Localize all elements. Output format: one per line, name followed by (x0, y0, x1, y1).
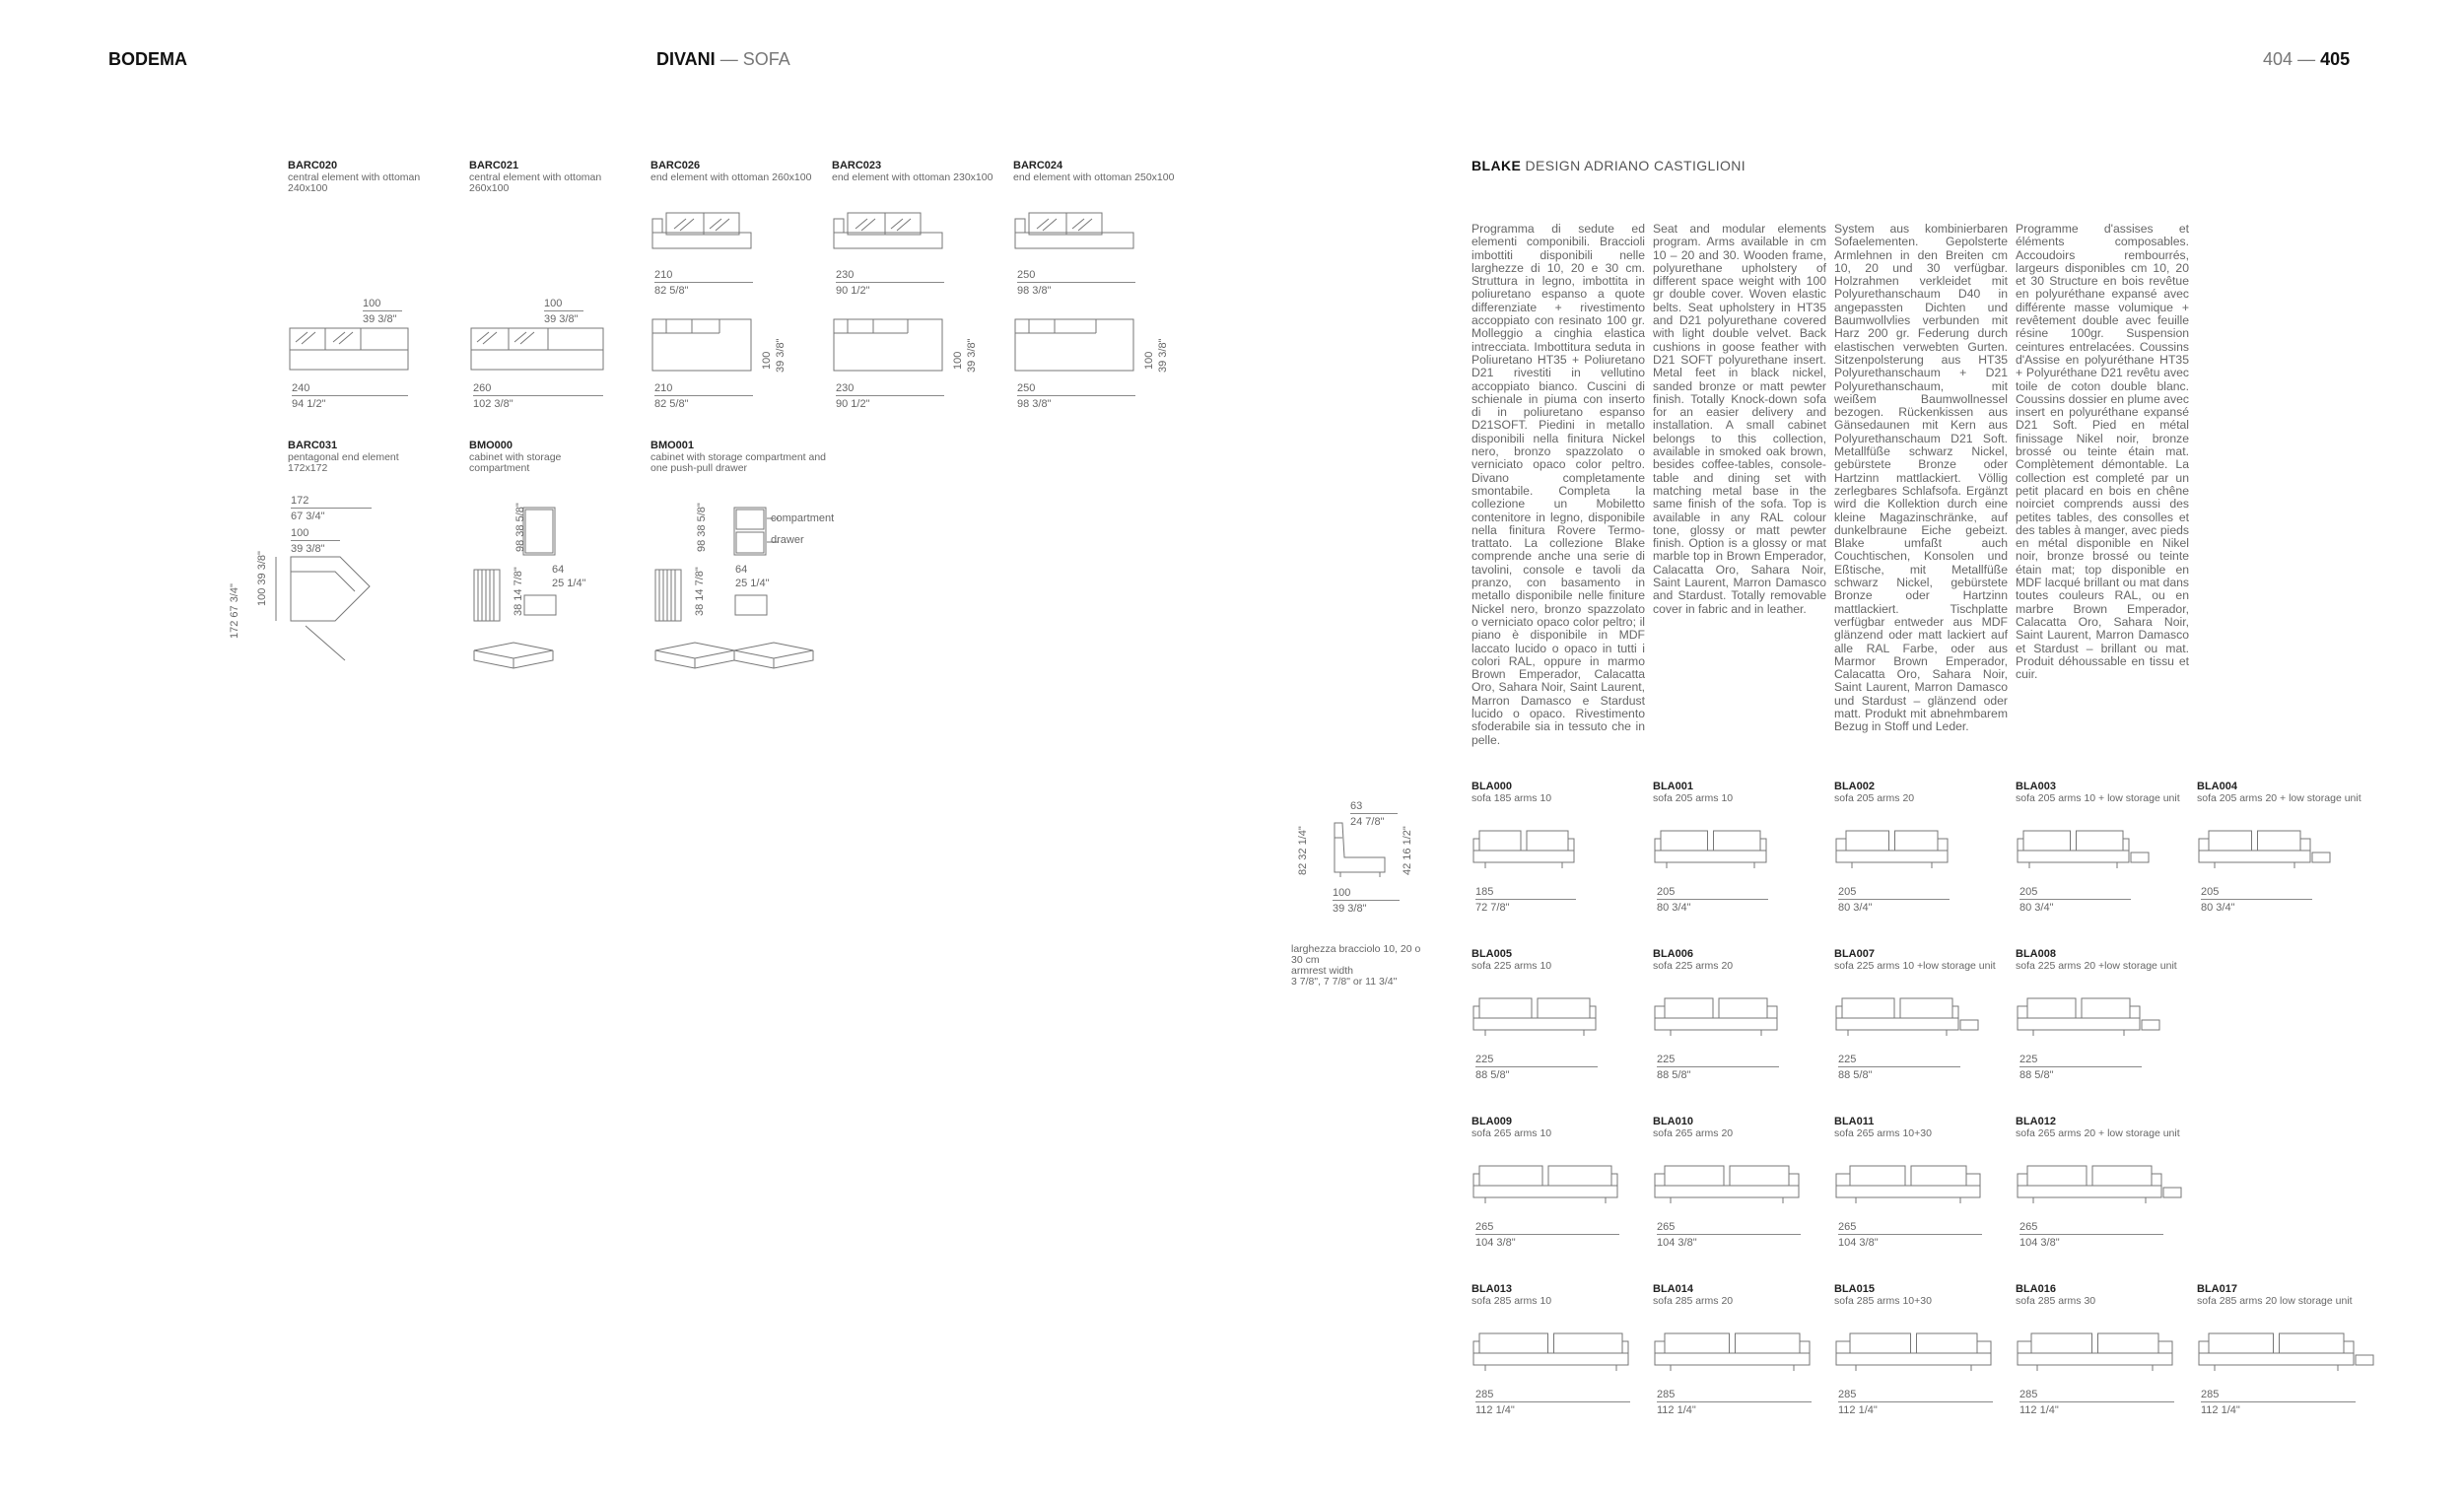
collection-designer: DESIGN ADRIANO CASTIGLIONI (1525, 158, 1746, 173)
sofa-label (1834, 1283, 2002, 1307)
page-separator: — (2297, 49, 2321, 69)
pent-dim-a-in: 67 3/4" (291, 511, 325, 522)
sofa-label (2016, 1116, 2183, 1139)
sofa-front-view-drawing (1472, 1328, 1656, 1377)
sofa-width-dim-in: 88 5/8" (1838, 1069, 1873, 1081)
dim-line (1350, 813, 1398, 814)
depth-dim-vertical-in: 39 3/8" (966, 338, 978, 373)
product-code: BMO001 (650, 440, 695, 451)
dim-line (836, 395, 944, 396)
sofa-width-dim: 285 (1838, 1389, 1857, 1400)
sofa-description: sofa 285 arms 20 low storage unit (2197, 1295, 2353, 1307)
sofa-code: BLA009 (1472, 1116, 1512, 1127)
sofa-width-dim-in: 112 1/4" (2201, 1404, 2240, 1416)
depth-dim-vertical: 100 (1143, 351, 1155, 370)
depth-dim-vertical-in: 39 3/8" (1157, 338, 1169, 373)
sofa-front-view-drawing (1653, 1160, 1826, 1209)
sofa-width-dim: 225 (1838, 1054, 1857, 1065)
sofa-description: sofa 285 arms 30 (2016, 1295, 2096, 1307)
pentagonal-element-drawing (246, 552, 394, 670)
page-number-left: 404 (2263, 49, 2293, 69)
sofa-width-dim-in: 88 5/8" (1475, 1069, 1510, 1081)
sofa-label (2016, 948, 2183, 972)
sofa-front-view-drawing (1472, 825, 1602, 874)
width-dim: 210 (654, 382, 673, 394)
bmo001-w-in: 25 1/4" (735, 578, 770, 589)
sofa-label (2016, 1283, 2183, 1307)
side-back-dim-in: 24 7/8" (1350, 816, 1385, 828)
dim-line (1838, 899, 1950, 900)
sofa-width-dim: 265 (1657, 1221, 1676, 1233)
sofa-code: BLA014 (1653, 1283, 1693, 1295)
dim-line (1475, 1401, 1630, 1402)
bmo000-w: 64 (552, 564, 565, 576)
bmo000-h: 98 38 5/8" (514, 503, 526, 552)
product-description: central element with ottoman 240x100 (288, 171, 421, 194)
width-dim-in: 98 3/8" (1017, 398, 1052, 410)
armrest-note (1291, 944, 1449, 988)
dim-line (1838, 1234, 1982, 1235)
depth-dim-vertical-in: 39 3/8" (775, 338, 787, 373)
armrest-note-line: larghezza bracciolo 10, 20 o (1291, 943, 1421, 955)
width-dim: 250 (1017, 269, 1036, 281)
product-description: end element with ottoman 260x100 (650, 171, 812, 183)
width-dim-in: 90 1/2" (836, 285, 870, 297)
bmo001-h: 98 38 5/8" (696, 503, 708, 552)
dim-line (1017, 282, 1135, 283)
product-code: BARC031 (288, 440, 338, 451)
product-description: cabinet with storage compartment (469, 451, 562, 474)
dim-line (1657, 1234, 1801, 1235)
width-dim: 240 (292, 382, 310, 394)
dim-line (1475, 1066, 1598, 1067)
cabinet-bmo000-drawing (469, 503, 607, 670)
sofa-label (2197, 1283, 2364, 1307)
depth-dim-vertical: 100 (952, 351, 964, 370)
dim-line (292, 395, 408, 396)
product-code: BARC023 (832, 160, 882, 171)
text-english: Seat and modular elements program. Arms available in cm 10 – 20 and 30. Wooden frame, polyurethane upholstery of different space weight with 100 gr double cover. Woven elastic belts. Seat upholstery in HT35 and D21 polyurethane covered with light double velvet. Back cushions in goose feather with D21 SOFT polyurethane insert. Metal feet in black nickel, sanded bronze or matt pewter finish. Totally Knock-down sofa for an easier delivery and installation. A small cabinet belongs to this collection, available in smoked oak brown, besides coffee-tables, console-table and dining set with matching metal base in the same finish of the sofa. Top is available in any RAL colour tone, glossy or matt pewter finish. Option is a glossy or mat marble top in Brown Emperador, Calacatta Oro, Sahara Noir, Saint Laurent, Marron Damasco and Stardust. Totally removable cover in fabric and in leather. (1653, 222, 1826, 616)
sofa-front-view-drawing (2016, 992, 2167, 1042)
depth-dim-vertical: 100 (761, 351, 773, 370)
sofa-label (1834, 948, 2002, 972)
dim-line (1838, 1066, 1960, 1067)
sofa-width-dim-in: 112 1/4" (1475, 1404, 1515, 1416)
sofa-description: sofa 225 arms 20 (1653, 960, 1734, 972)
collection-title (1472, 158, 1745, 173)
dim-line (2201, 1401, 2356, 1402)
sofa-description: sofa 205 arms 10 (1653, 792, 1734, 804)
dim-line (2019, 899, 2131, 900)
sofa-front-view-drawing (1472, 992, 1623, 1042)
armrest-note-line: 3 7/8", 7 7/8" or 11 3/4" (1291, 976, 1398, 988)
barc-label (469, 160, 637, 194)
dim-line (291, 508, 372, 509)
sofa-description: sofa 265 arms 10 (1472, 1127, 1552, 1139)
dim-line (1838, 1401, 1993, 1402)
sofa-description: sofa 285 arms 10+30 (1834, 1295, 1932, 1307)
width-dim: 210 (654, 269, 673, 281)
sofa-label (1653, 781, 1820, 804)
sofa-width-dim-in: 104 3/8" (2019, 1237, 2060, 1249)
bmo001-h2: 38 14 7/8" (694, 567, 706, 616)
sofa-width-dim-in: 88 5/8" (2019, 1069, 2054, 1081)
dim-line (2019, 1066, 2142, 1067)
product-description: pentagonal end element 172x172 (288, 451, 399, 474)
sofa-width-dim: 205 (1838, 886, 1857, 898)
sofa-front-view-drawing (2016, 825, 2156, 874)
text-italian: Programma di sedute ed elementi componibili. Braccioli imbottiti disponibili nelle larghezze di 10, 20 e 30 cm. Struttura in legno, imbottita in poliuretano espanso a quote differenziate + rivestimento accoppiato con resinato 100 gr. Molleggio a cinghia elastica intrecciata. Imbottitura seduta in Poliuretano HT35 + Poliuretano D21 rivestiti in vellutino accoppiato bianco. Cuscini di schienale in piuma con inserto di in poliuretano espanso D21SOFT. Piedini in metallo disponibili nella finitura Nickel nero, bronzo spazzolato o verniciato opaco color peltro. Divano completamente smontabile. Completa la collezione un Mobiletto contenitore in legno, disponibile nella finitura Rovere Termo-trattato. La collezione Blake comprende anche una serie di tavolini, console e tavoli da pranzo, con basamento in metallo disponibile nelle finiture Nickel nero, bronzo spazzolato o verniciato opaco color peltro; il piano è disponibile in MDF laccato lucido o opaco in tutti i colori RAL, oppure in marmo Brown Emperador, Calacatta Oro, Sahara Noir, Saint Laurent, Marron Damasco e Stardust lucido o opaco. Rivestimento sfoderabile sia in tessuto che in pelle. (1472, 222, 1645, 747)
sofa-width-dim-in: 112 1/4" (1657, 1404, 1696, 1416)
sofa-label (1834, 781, 2002, 804)
pent-dim-v: 172 67 3/4" (229, 583, 240, 639)
sofa-label (2197, 781, 2364, 804)
sofa-label (1472, 1116, 1639, 1139)
sofa-code: BLA017 (2197, 1283, 2237, 1295)
sofa-label (2016, 781, 2183, 804)
sofa-width-dim: 265 (1838, 1221, 1857, 1233)
dim-line (1657, 1401, 1812, 1402)
width-dim: 260 (473, 382, 492, 394)
dim-line (1475, 899, 1576, 900)
sofa-front-view-drawing (1653, 992, 1805, 1042)
armrest-note-line: 30 cm (1291, 954, 1320, 966)
depth-dim: 100 (363, 298, 381, 309)
barc-label (650, 160, 818, 183)
product-code: BARC024 (1013, 160, 1063, 171)
sofa-width-dim-in: 88 5/8" (1657, 1069, 1691, 1081)
sofa-description: sofa 205 arms 10 + low storage unit (2016, 792, 2180, 804)
product-description: end element with ottoman 230x100 (832, 171, 993, 183)
barc-label (1013, 160, 1181, 183)
product-description: cabinet with storage compartment and one push-pull drawer (650, 451, 827, 474)
sofa-description: sofa 285 arms 20 (1653, 1295, 1734, 1307)
sofa-width-dim: 185 (1475, 886, 1494, 898)
dim-line (654, 395, 753, 396)
sofa-code: BLA001 (1653, 781, 1693, 792)
sofa-width-dim-in: 112 1/4" (1838, 1404, 1878, 1416)
sofa-code: BLA013 (1472, 1283, 1512, 1295)
sofa-width-dim-in: 80 3/4" (2019, 902, 2054, 914)
dim-line (544, 310, 583, 311)
sofa-width-dim: 205 (2201, 886, 2220, 898)
sofa-front-view-drawing (1472, 1160, 1645, 1209)
sofa-code: BLA012 (2016, 1116, 2056, 1127)
product-code: BARC026 (650, 160, 701, 171)
sofa-front-view-drawing (1834, 1160, 2008, 1209)
sofa-label (1472, 781, 1639, 804)
sofa-width-dim: 225 (1657, 1054, 1676, 1065)
product-code: BARC020 (288, 160, 338, 171)
element-top-view-drawing (288, 320, 426, 379)
depth-dim-in: 39 3/8" (544, 313, 579, 325)
section-separator: — (719, 49, 743, 69)
element-top-view-drawing (469, 320, 607, 379)
sofa-description: sofa 285 arms 10 (1472, 1295, 1552, 1307)
sofa-front-view-drawing (2016, 1328, 2200, 1377)
compartment-label: compartment (771, 512, 835, 524)
pent-dim-a: 172 (291, 495, 309, 507)
product-description: end element with ottoman 250x100 (1013, 171, 1175, 183)
sofa-description: sofa 225 arms 10 +low storage unit (1834, 960, 1996, 972)
bmo000-w-in: 25 1/4" (552, 578, 586, 589)
width-dim: 250 (1017, 382, 1036, 394)
element-front-view-drawing (832, 209, 950, 258)
sofa-description: sofa 185 arms 10 (1472, 792, 1552, 804)
section-title-en: SOFA (742, 49, 790, 69)
sofa-code: BLA004 (2197, 781, 2237, 792)
element-front-view-drawing (650, 209, 759, 258)
pent-dim-b: 100 (291, 527, 309, 539)
sofa-front-view-drawing (1834, 1328, 2019, 1377)
sofa-code: BLA005 (1472, 948, 1512, 960)
sofa-width-dim: 265 (2019, 1221, 2038, 1233)
barc031-label (288, 440, 426, 474)
sofa-front-view-drawing (1653, 1328, 1837, 1377)
dim-line (1657, 1066, 1779, 1067)
page-numbers (2263, 49, 2350, 70)
dim-line (654, 282, 753, 283)
sofa-width-dim-in: 104 3/8" (1657, 1237, 1697, 1249)
sofa-code: BLA006 (1653, 948, 1693, 960)
drawer-label: drawer (771, 534, 804, 546)
width-dim-in: 102 3/8" (473, 398, 513, 410)
sofa-width-dim: 225 (1475, 1054, 1494, 1065)
sofa-code: BLA007 (1834, 948, 1875, 960)
dim-line (2019, 1234, 2163, 1235)
armrest-note-line: armrest width (1291, 965, 1354, 977)
sofa-width-dim: 225 (2019, 1054, 2038, 1065)
sofa-width-dim: 285 (2201, 1389, 2220, 1400)
side-depth-dim-in: 39 3/8" (1333, 903, 1367, 915)
section-title-it: DIVANI (656, 49, 716, 69)
bmo000-label (469, 440, 607, 474)
sofa-description: sofa 265 arms 20 + low storage unit (2016, 1127, 2180, 1139)
element-top-view-drawing (832, 317, 950, 376)
bmo000-h2: 38 14 7/8" (513, 567, 524, 616)
bmo001-label (650, 440, 838, 474)
element-top-view-drawing (1013, 317, 1141, 376)
sofa-description: sofa 205 arms 20 (1834, 792, 1915, 804)
dim-line (1657, 899, 1768, 900)
product-code: BMO000 (469, 440, 513, 451)
sofa-code: BLA002 (1834, 781, 1875, 792)
sofa-width-dim: 285 (1475, 1389, 1494, 1400)
sofa-code: BLA011 (1834, 1116, 1875, 1127)
sofa-width-dim-in: 80 3/4" (1657, 902, 1691, 914)
sofa-front-view-drawing (2197, 825, 2338, 874)
sofa-width-dim: 205 (2019, 886, 2038, 898)
dim-line (836, 282, 944, 283)
sofa-width-dim: 285 (2019, 1389, 2038, 1400)
sofa-description: sofa 265 arms 10+30 (1834, 1127, 1932, 1139)
bmo001-w: 64 (735, 564, 748, 576)
sofa-width-dim: 265 (1475, 1221, 1494, 1233)
sofa-width-dim-in: 104 3/8" (1838, 1237, 1879, 1249)
brand-name: BODEMA (108, 49, 187, 69)
collection-name: BLAKE (1472, 158, 1522, 173)
dim-line (291, 540, 340, 541)
pent-dim-b-in: 39 3/8" (291, 543, 325, 555)
text-german: System aus kombinierbaren Sofaelementen. Gepolsterte Armlehnen in den Breiten cm 10, 20 und 30 verfügbar. Holzrahmen verkleidet mit Polyurethanschaum D40 in angepassten Dichten und Baumwollvlies verbunden mit Harz 200 gr. Federung durch elastischen verwebten Gurten. Sitzenpolsterung aus HT35 Polyurethanschaum + D21 Polyurethanschaum, mit weißem Baumwollnessel bezogen. Rückenkissen aus Gänsedaunen mit Kern aus Polyurethanschaum D21 Soft. Metallfüße schwarz Nickel, gebürstete Bronze oder Hartzinn mattlackiert. Völlig zerlegbares Schlafsofa. Ergänzt wird die Kollektion durch eine kleine Magazinschränke, auf dunkelbraune Eiche gebeizt. Blake umfaßt auch Couchtischen, Konsolen und Eßtische, mit Metallfüße schwarz Nickel, gebürstete Bronze oder Hartzinn mattlackiert. Tischplatte verfügbar entweder aus MDF glänzend oder matt lackiert auf alle RAL Farbe, oder aus Marmor Brown Emperador, Calacatta Oro, Sahara Noir, Saint Laurent, Marron Damasco und Stardust – glänzend oder matt. Produkt mit abnehmbarem Bezug in Stoff und Leder. (1834, 222, 2008, 734)
sofa-label (1653, 1116, 1820, 1139)
sofa-width-dim-in: 80 3/4" (1838, 902, 1873, 914)
dim-line (363, 310, 402, 311)
sofa-description: sofa 225 arms 20 +low storage unit (2016, 960, 2177, 972)
sofa-label (1472, 1283, 1639, 1307)
page-number-right: 405 (2320, 49, 2351, 69)
sofa-front-view-drawing (1653, 825, 1794, 874)
sofa-code: BLA015 (1834, 1283, 1875, 1295)
dim-line (2201, 899, 2312, 900)
side-back-dim: 63 (1350, 800, 1363, 812)
width-dim: 230 (836, 382, 855, 394)
depth-dim-in: 39 3/8" (363, 313, 397, 325)
sofa-width-dim-in: 104 3/8" (1475, 1237, 1516, 1249)
side-depth-dim: 100 (1333, 887, 1351, 899)
text-french: Programme d'assises et éléments composables. Accoudoirs rembourrés, largeurs disponibles cm 10, 20 et 30 Structure en bois revêtue en polyuréthane expansé avec différente masse volumique + revêtement double avec feuille résine 100gr. Suspension ceintures entrelacées. Coussins d'Assise en polyuréthane HT35 + Polyuréthane D21 revêtu avec toile de coton double blanc. Coussins dossier en plume avec insert en polyuréthane expansé D21 Soft. Pied en métal finissage Nikel noir, bronze brossé ou teinte étain mat. Complètement démontable. La collection est completé par un petit placard en bois en chêne noirciet comprends aussi des petites tables, des consolles et des tables à manger, avec pieds en métal disponible en Nikel noir, bronze brossé ou teinte étain mat; top disponible en MDF lacqué brillant ou mat dans toutes couleurs RAL, ou en marbre Brown Emperador, Calacatta Oro, Sahara Noir, Saint Laurent, Marron Damasco et Stardust – brillant ou mat. Produit déhoussable en tissu et cuir. (2016, 222, 2189, 682)
sofa-label (1472, 948, 1639, 972)
sofa-width-dim-in: 80 3/4" (2201, 902, 2235, 914)
sofa-front-view-drawing (1834, 825, 1975, 874)
sofa-code: BLA003 (2016, 781, 2056, 792)
sofa-label (1653, 948, 1820, 972)
product-code: BARC021 (469, 160, 519, 171)
width-dim-in: 90 1/2" (836, 398, 870, 410)
depth-dim: 100 (544, 298, 563, 309)
sofa-label (1653, 1283, 1820, 1307)
element-front-view-drawing (1013, 209, 1141, 258)
dim-line (2019, 1401, 2174, 1402)
sofa-label (1834, 1116, 2002, 1139)
side-height-dim: 82 32 1/4" (1297, 826, 1309, 875)
sofa-width-dim-in: 112 1/4" (2019, 1404, 2059, 1416)
sofa-front-view-drawing (1834, 992, 1986, 1042)
barc-label (288, 160, 455, 194)
sofa-description: sofa 225 arms 10 (1472, 960, 1552, 972)
side-seat-dim: 42 16 1/2" (1402, 826, 1413, 875)
width-dim-in: 82 5/8" (654, 285, 689, 297)
element-top-view-drawing (650, 317, 759, 376)
sofa-description: sofa 265 arms 20 (1653, 1127, 1734, 1139)
product-description: central element with ottoman 260x100 (469, 171, 602, 194)
dim-line (1017, 395, 1135, 396)
sofa-code: BLA016 (2016, 1283, 2056, 1295)
dim-line (1475, 1234, 1619, 1235)
sofa-code: BLA000 (1472, 781, 1512, 792)
dim-line (1333, 900, 1400, 901)
sofa-width-dim: 285 (1657, 1389, 1676, 1400)
sofa-front-view-drawing (2197, 1328, 2381, 1377)
width-dim-in: 98 3/8" (1017, 285, 1052, 297)
width-dim: 230 (836, 269, 855, 281)
sofa-width-dim: 205 (1657, 886, 1676, 898)
pent-dim-v2: 100 39 3/8" (256, 551, 268, 606)
sofa-code: BLA008 (2016, 948, 2056, 960)
width-dim-in: 82 5/8" (654, 398, 689, 410)
sofa-front-view-drawing (2016, 1160, 2189, 1209)
sofa-code: BLA010 (1653, 1116, 1693, 1127)
barc-label (832, 160, 999, 183)
section-title (656, 49, 790, 70)
width-dim-in: 94 1/2" (292, 398, 326, 410)
sofa-width-dim-in: 72 7/8" (1475, 902, 1510, 914)
dim-line (473, 395, 603, 396)
sofa-description: sofa 205 arms 20 + low storage unit (2197, 792, 2361, 804)
